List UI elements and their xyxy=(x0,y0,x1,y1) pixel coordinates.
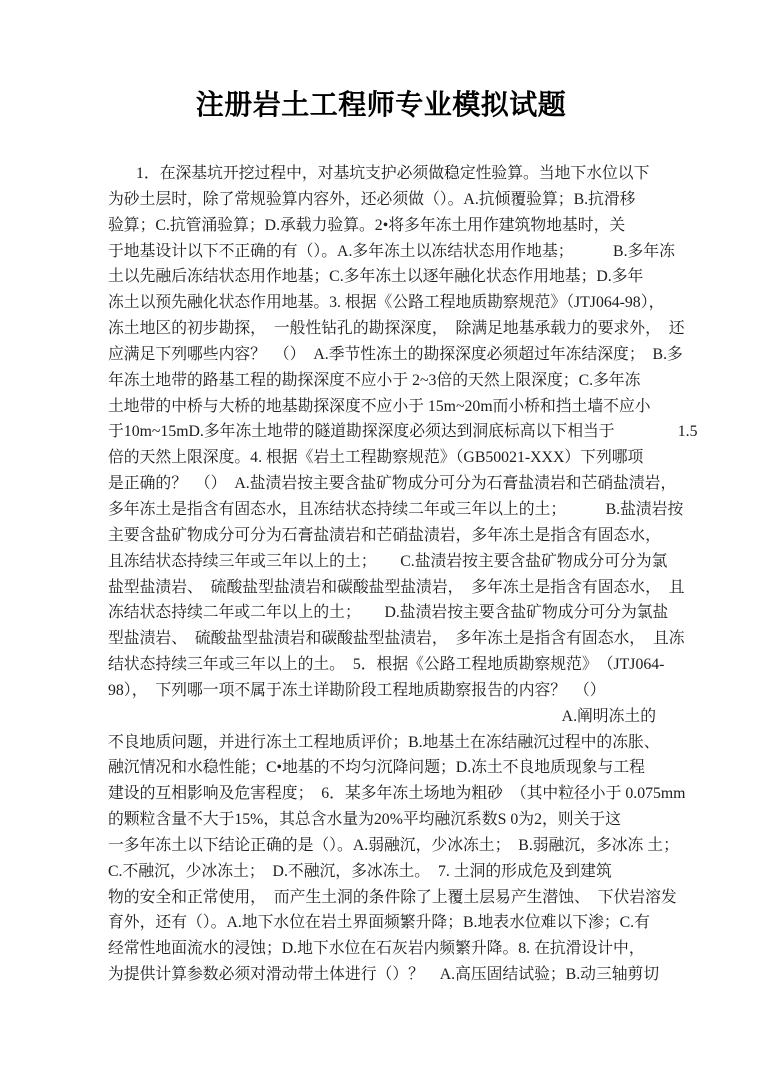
document-body xyxy=(108,161,698,988)
text-line: 98）， 下列哪一项不属于冻土详勘阶段工程地质勘察报告的内容？ （） xyxy=(108,681,606,699)
text-line: 育外，还有（）。A.地下水位在岩土界面频繁升降；B.地表水位难以下渗；C.有 xyxy=(108,914,650,932)
text-line: 建设的互相影响及危害程度； 6．某多年冻土场地为粗砂 （其中粒径小于 0.075mm xyxy=(108,785,686,803)
text-line: C.不融沉，少冰冻土； D.不融沉，多冰冻土。 7. 土洞的形成危及到建筑 xyxy=(108,862,612,880)
text-line: 多年冻土是指含有固态水，且冻结状态持续二年或三年以上的土； B.盐渍岩按 xyxy=(108,500,684,518)
text-line: 为提供计算参数必须对滑动带土体进行（）？ A.高压固结试验；B.动三轴剪切 xyxy=(108,966,660,984)
text-line: 主要含盐矿物成分可分为石膏盐渍岩和芒硝盐渍岩，多年冻土是指含有固态水， xyxy=(108,526,661,544)
text-line: 于10m~15mD.多年冻土地带的隧道勘探深度必须达到洞底标高以下相当于 1.5 xyxy=(108,423,698,441)
text-line: 不良地质问题，并进行冻土工程地质评价；B.地基土在冻结融沉过程中的冻胀、 xyxy=(108,733,660,751)
text-line: 盐型盐渍岩、 硫酸盐型盐渍岩和碳酸盐型盐渍岩， 多年冻土是指含有固态水， 且 xyxy=(108,578,685,596)
text-line: 土地带的中桥与大桥的地基勘探深度不应小于 15m~20m而小桥和挡土墙不应小 xyxy=(108,397,651,415)
text-line: 冻土地区的初步勘探， 一般性钻孔的勘探深度， 除满足地基承载力的要求外， 还 xyxy=(108,320,685,338)
text-line: 验算；C.抗管涌验算；D.承载力验算。2•将多年冻土用作建筑物地基时，关 xyxy=(108,216,626,234)
text-line: 应满足下列哪些内容？ （） A.季节性冻土的勘探深度必须超过年冻结深度； B.多 xyxy=(108,345,683,363)
text-line: 于地基设计以下不正确的有（）。A.多年冻土以冻结状态用作地基； B.多年冻 xyxy=(108,242,675,260)
text-line: 经常性地面流水的浸蚀；D.地下水位在石灰岩内频繁升降。8. 在抗滑设计中， xyxy=(108,940,645,958)
text-line: 是正确的？ （） A.盐渍岩按主要含盐矿物成分可分为石膏盐渍岩和芒硝盐渍岩， xyxy=(108,475,677,493)
text-line: 一多年冻土以下结论正确的是（）。A.弱融沉，少冰冻土； B.弱融沉，多冰冻 土； xyxy=(108,836,679,854)
text-line: 土以先融后冻结状态用作地基；C.多年冻土以逐年融化状态作用地基；D.多年 xyxy=(108,268,644,286)
text-line: 结状态持续三年或三年以上的土。 5．根据《公路工程地质勘察规范》 （JTJ064- xyxy=(108,656,665,674)
text-line: 冻土以预先融化状态作用地基。3. 根据《公路工程地质勘察规范》（JTJ064-98）， xyxy=(108,294,665,312)
text-line: 冻结状态持续二年或二年以上的土； D.盐渍岩按主要含盐矿物成分可分为氯盐 xyxy=(108,604,669,622)
text-line: 物的安全和正常使用， 而产生土洞的条件除了上覆土层易产生潜蚀、 下伏岩溶发 xyxy=(108,888,677,906)
page-title: 注册岩土工程师专业模拟试题 xyxy=(195,89,567,120)
text-line: 型盐渍岩、 硫酸盐型盐渍岩和碳酸盐型盐渍岩， 多年冻土是指含有固态水， 且冻 xyxy=(108,630,685,648)
text-line: A.阐明冻土的 xyxy=(561,707,656,725)
text-line: 1．在深基坑开挖过程中，对基坑支护必须做稳定性验算。当地下水位以下 xyxy=(136,165,650,182)
text-line: 倍的天然上限深度。4. 根据《岩土工程勘察规范》（GB50021-XXX）下列哪项 xyxy=(108,449,644,467)
text-line: 且冻结状态持续三年或三年以上的土； C.盐渍岩按主要含盐矿物成分可分为氯 xyxy=(108,552,668,570)
text-line: 融沉情况和水稳性能；C•地基的不均匀沉降问题；D.冻土不良地质现象与工程 xyxy=(108,759,645,777)
text-line: 年冻土地带的路基工程的勘探深度不应小于 2~3倍的天然上限深度；C.多年冻 xyxy=(108,371,641,389)
text-line: 为砂土层时，除了常规验算内容外，还必须做（）。A.抗倾覆验算；B.抗滑移 xyxy=(108,190,636,208)
text-line: 的颗粒含量不大于15%，其总含水量为20%平均融沉系数S 0为2，则关于这 xyxy=(108,811,621,829)
